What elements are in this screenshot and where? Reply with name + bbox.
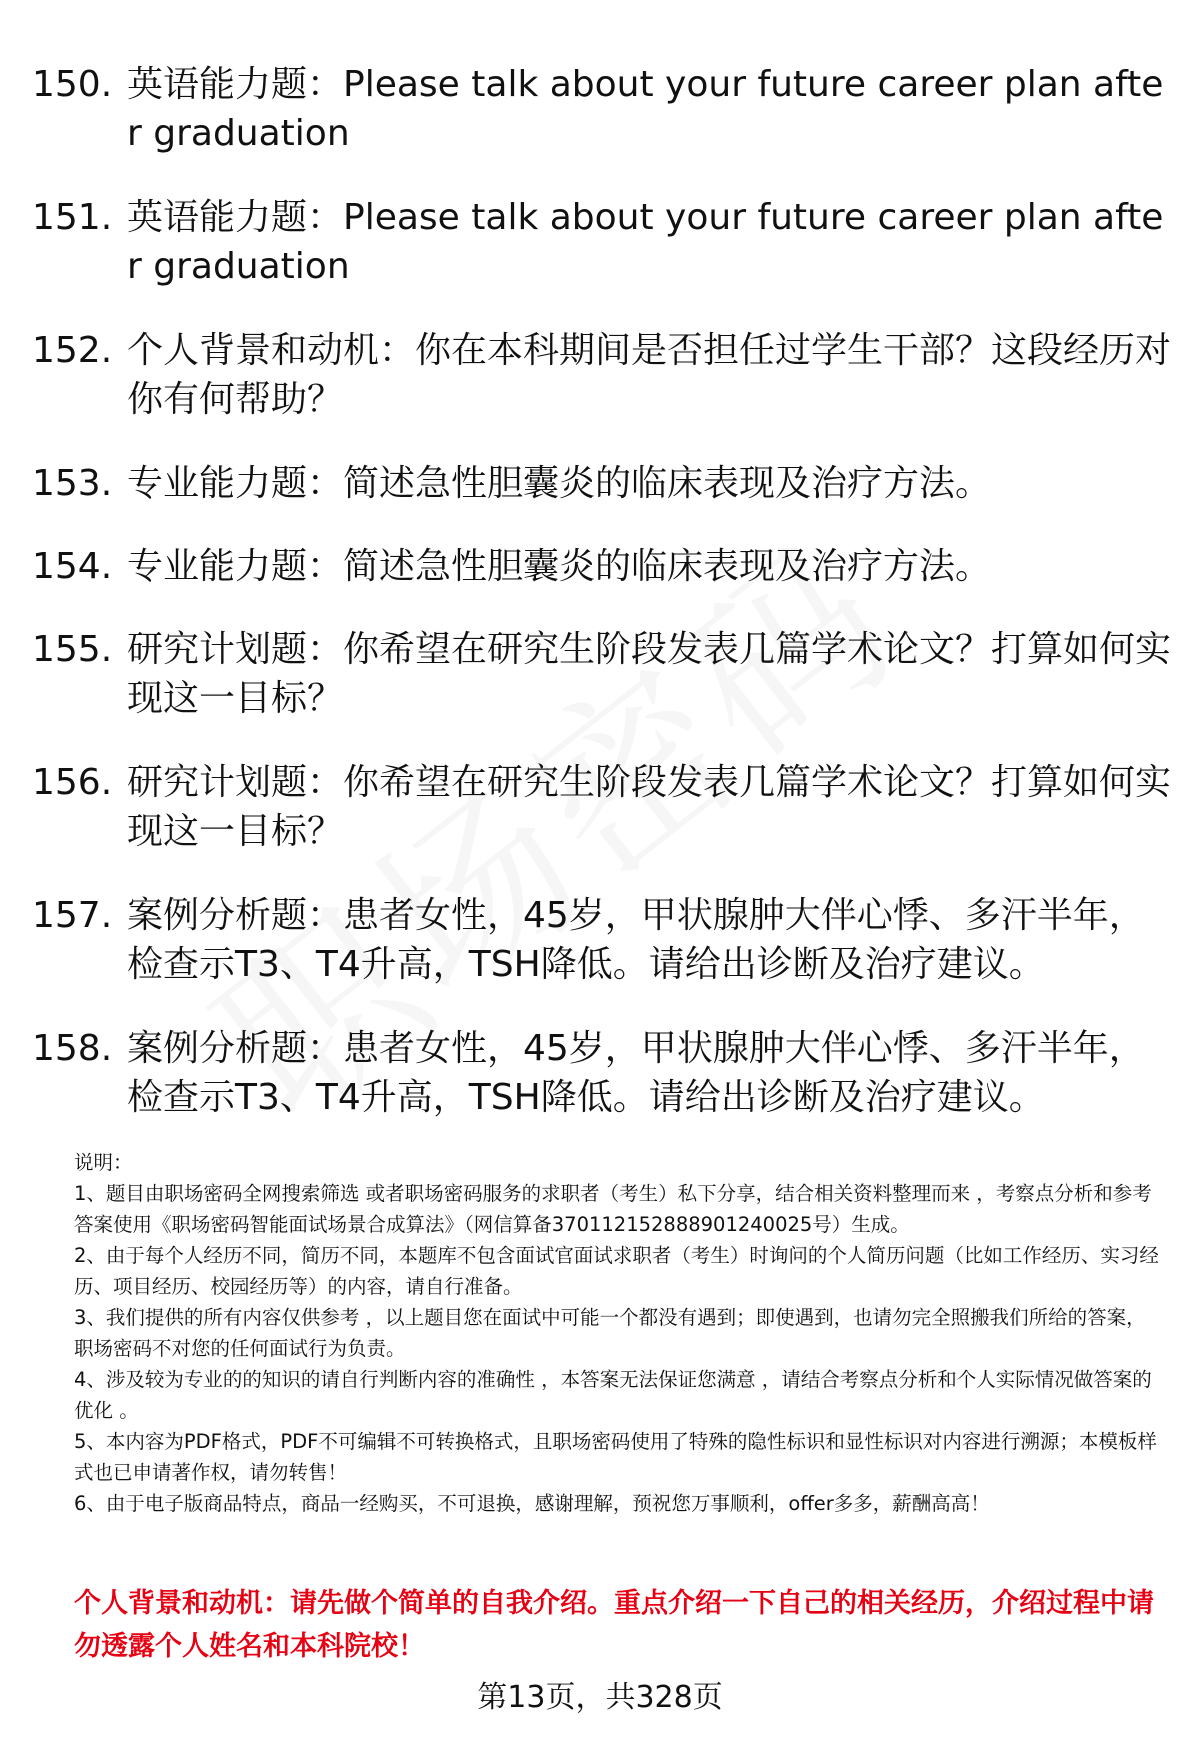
question-item xyxy=(32,758,1172,856)
question-text: 案例分析题：患者女性，45岁，甲状腺肿大伴心悸、多汗半年，检查示T3、T4升高，TSH降低。请给出诊断及治疗建议。 xyxy=(127,1028,1145,1118)
question-item xyxy=(32,625,1172,723)
question-text: 专业能力题：简述急性胆囊炎的临床表现及治疗方法。 xyxy=(127,546,992,587)
question-text: 英语能力题：Please talk about your future career plan after graduation xyxy=(127,64,1164,154)
question-number: 153. xyxy=(32,463,113,504)
note-item: 4、涉及较为专业的的知识的请自行判断内容的准确性 ，本答案无法保证您满意 ，请结合考察点分析和个人实际情况做答案的优化 。 xyxy=(74,1368,1152,1422)
question-number: 157. xyxy=(32,895,113,936)
question-item xyxy=(32,542,1172,591)
question-list xyxy=(32,60,1172,1157)
question-text: 个人背景和动机：你在本科期间是否担任过学生干部？这段经历对你有何帮助？ xyxy=(127,330,1172,420)
note-item: 1、题目由职场密码全网搜索筛选 或者职场密码服务的求职者（考生）私下分享，结合相关资料整理而来 ，考察点分析和参考答案使用《职场密码智能面试场景合成算法》（网信算备370112152888901240025号）生成。 xyxy=(74,1182,1152,1236)
question-text: 研究计划题：你希望在研究生阶段发表几篇学术论文？打算如何实现这一目标？ xyxy=(127,762,1172,852)
notes-title: 说明： xyxy=(74,1151,133,1174)
question-text: 案例分析题：患者女性，45岁，甲状腺肿大伴心悸、多汗半年，检查示T3、T4升高，TSH降低。请给出诊断及治疗建议。 xyxy=(127,895,1145,985)
question-text: 研究计划题：你希望在研究生阶段发表几篇学术论文？打算如何实现这一目标？ xyxy=(127,629,1172,719)
question-text: 专业能力题：简述急性胆囊炎的临床表现及治疗方法。 xyxy=(127,463,992,504)
note-item: 3、我们提供的所有内容仅供参考 ，以上题目您在面试中可能一个都没有遇到；即使遇到，也请勿完全照搬我们所给的答案，职场密码不对您的任何面试行为负责。 xyxy=(74,1306,1146,1360)
question-item xyxy=(32,891,1172,989)
page-number: 第13页，共328页 xyxy=(477,1680,723,1715)
note-item: 5、本内容为PDF格式，PDF不可编辑不可转换格式，且职场密码使用了特殊的隐性标识和显性标识对内容进行溯源；本模板样式也已申请著作权，请勿转售！ xyxy=(74,1430,1157,1484)
note-item: 2、由于每个人经历不同，简历不同，本题库不包含面试官面试求职者（考生）时询问的个人简历问题（比如工作经历、实习经历、项目经历、校园经历等）的内容，请自行准备。 xyxy=(74,1244,1159,1298)
question-item xyxy=(32,60,1172,158)
note-item: 6、由于电子版商品特点，商品一经购买，不可退换，感谢理解，预祝您万事顺利，offer多多，薪酬高高！ xyxy=(74,1492,990,1515)
question-item xyxy=(32,193,1172,291)
question-item xyxy=(32,326,1172,424)
question-item xyxy=(32,1024,1172,1122)
question-number: 151. xyxy=(32,197,113,238)
question-text: 英语能力题：Please talk about your future career plan after graduation xyxy=(127,197,1164,287)
question-number: 155. xyxy=(32,629,113,670)
notes-section xyxy=(74,1147,1160,1519)
question-item xyxy=(32,459,1172,508)
question-number: 150. xyxy=(32,64,113,105)
question-number: 156. xyxy=(32,762,113,803)
question-number: 158. xyxy=(32,1028,113,1069)
highlight-question: 个人背景和动机：请先做个简单的自我介绍。重点介绍一下自己的相关经历，介绍过程中请勿透露个人姓名和本科院校！ xyxy=(74,1588,1154,1662)
question-number: 152. xyxy=(32,330,113,371)
question-number: 154. xyxy=(32,546,113,587)
